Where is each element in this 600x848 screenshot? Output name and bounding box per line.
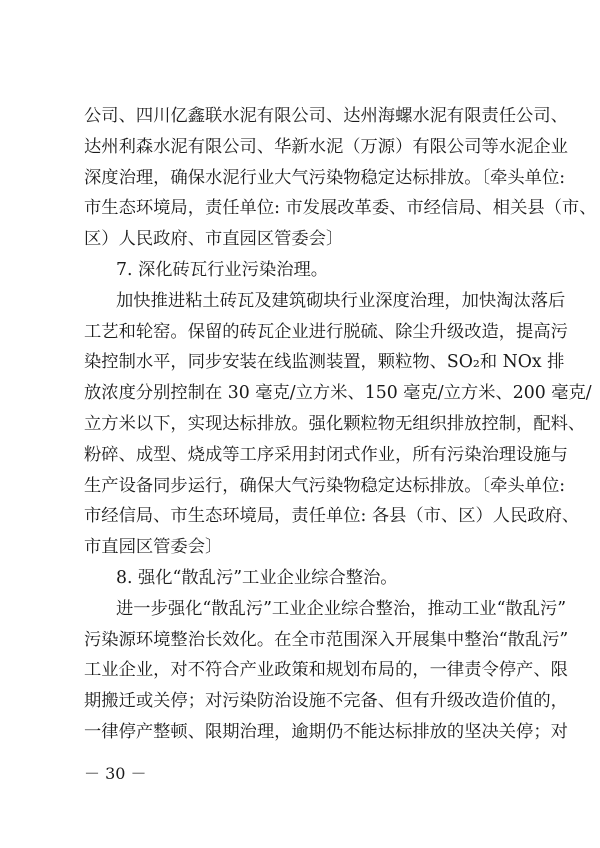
page-number: － 30 －	[84, 764, 147, 783]
text-line: 市经信局、市生态环境局，责任单位: 各县（市、区）人民政府、	[84, 506, 580, 527]
text-line: 深度治理，确保水泥行业大气污染物稳定达标排放。〔牵头单位:	[84, 167, 566, 188]
text-line: 工艺和轮窑。保留的砖瓦企业进行脱硫、除尘升级改造，提高污	[84, 321, 568, 342]
text-line: 期搬迁或关停；对污染防治设施不完备、但有升级改造价值的，	[84, 691, 568, 712]
text-line: 放浓度分别控制在 30 毫克/立方米、150 毫克/立方米、200 毫克/	[84, 383, 592, 404]
text-line: 市直园区管委会〕	[84, 537, 223, 558]
section-heading-8: 8. 强化“散乱污”工业企业综合整治。	[116, 568, 398, 588]
text-line: 区）人民政府、市直园区管委会〕	[84, 229, 344, 250]
text-line: 污染源环境整治长效化。在全市范围深入开展集中整治“散乱污”	[84, 629, 569, 650]
text-line: 市生态环境局，责任单位: 市发展改革委、市经信局、相关县（市、	[84, 198, 597, 219]
text-line: 一律停产整顿、限期治理，逾期仍不能达标排放的坚决关停；对	[84, 722, 568, 742]
text-line: 染控制水平，同步安装在线监测装置，颗粒物、SO₂和 NOx 排	[84, 352, 565, 373]
text-line: 达州利森水泥有限公司、华新水泥（万源）有限公司等水泥企业	[84, 136, 568, 157]
text-line: 工业企业，对不符合产业政策和规划布局的，一律责令停产、限	[84, 660, 568, 681]
section-heading-7: 7. 深化砖瓦行业污染治理。	[116, 260, 329, 280]
text-line: 公司、四川亿鑫联水泥有限公司、达州海螺水泥有限责任公司、	[84, 106, 568, 126]
text-line: 立方米以下，实现达标排放。强化颗粒物无组织排放控制，配料、	[84, 414, 586, 434]
text-line: 生产设备同步运行，确保大气污染物稳定达标排放。〔牵头单位:	[84, 475, 566, 496]
paragraph-first-line: 进一步强化“散乱污”工业企业综合整治，推动工业“散乱污”	[116, 598, 567, 619]
text-line: 粉碎、成型、烧成等工序采用封闭式作业，所有污染治理设施与	[84, 444, 568, 465]
paragraph-first-line: 加快推进粘土砖瓦及建筑砌块行业深度治理，加快淘汰落后	[116, 290, 566, 311]
